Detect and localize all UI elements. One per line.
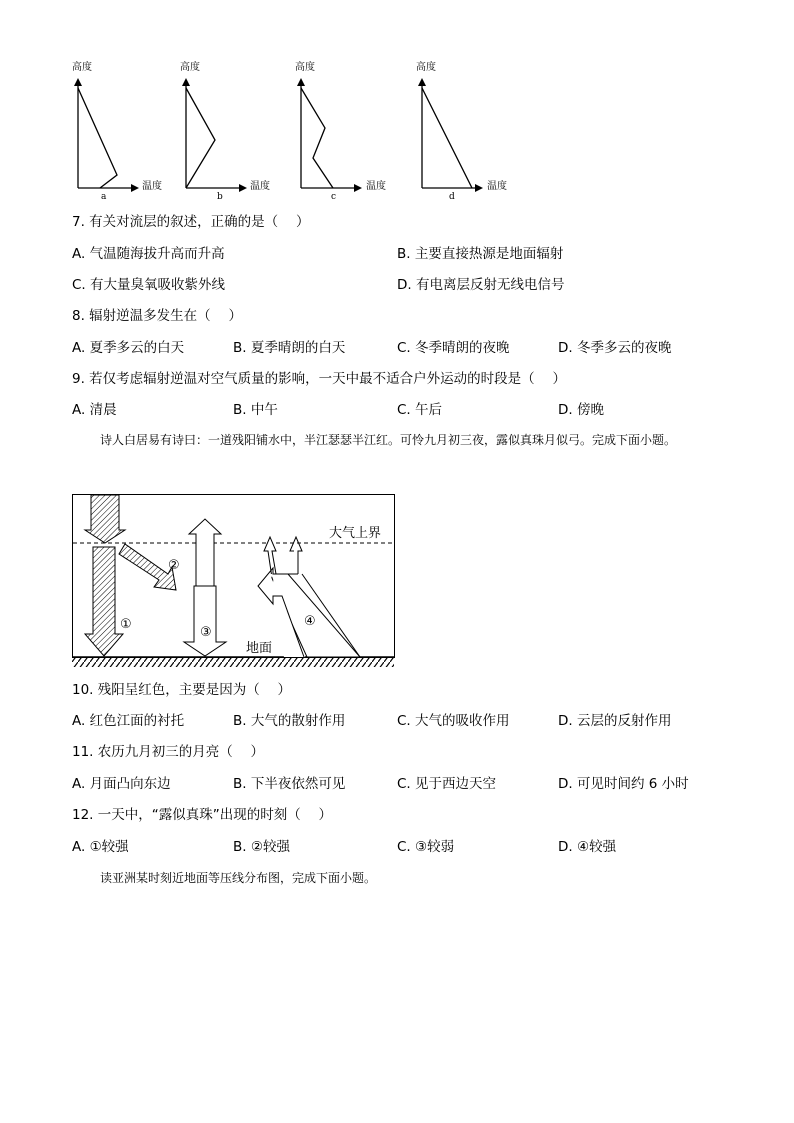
question-7-stem: 7. 有关对流层的叙述，正确的是（ ） — [72, 214, 310, 230]
question-7-option-d[interactable]: D. 有电离层反射无线电信号 — [397, 277, 565, 293]
question-11-stem: 11. 农历九月初三的月亮（ ） — [72, 744, 265, 760]
graph-d — [422, 80, 481, 188]
graph-b-y-label: 高度 — [180, 62, 200, 73]
graph-a — [78, 80, 137, 188]
isobar-passage: 读亚洲某时刻近地面等压线分布图，完成下面小题。 — [100, 871, 377, 885]
question-10-option-b[interactable]: B. 大气的散射作用 — [233, 713, 346, 729]
question-8-stem: 8. 辐射逆温多发生在（ ） — [72, 308, 242, 324]
question-12-option-c[interactable]: C. ③较弱 — [397, 839, 455, 855]
graph-c-y-label: 高度 — [295, 62, 315, 73]
question-12-option-d[interactable]: D. ④较强 — [558, 839, 617, 855]
graph-b-letter: b — [217, 192, 223, 202]
poem-passage: 诗人白居易有诗曰：一道残阳铺水中，半江瑟瑟半江红。可怜九月初三夜，露似真珠月似弓。完成下面小题。 — [100, 433, 677, 447]
question-11-option-b[interactable]: B. 下半夜依然可见 — [233, 776, 346, 792]
question-9-option-d[interactable]: D. 傍晚 — [558, 402, 604, 418]
question-12-option-a[interactable]: A. ①较强 — [72, 839, 129, 855]
question-9-option-a[interactable]: A. 清晨 — [72, 402, 117, 418]
graph-a-y-label: 高度 — [72, 62, 92, 73]
question-9-stem: 9. 若仅考虑辐射逆温对空气质量的影响，一天中最不适合户外运动的时段是（ ） — [72, 371, 566, 387]
marker-1: ① — [120, 617, 132, 632]
marker-3: ③ — [200, 625, 212, 640]
question-11-option-d[interactable]: D. 可见时间约 6 小时 — [558, 776, 689, 792]
graph-a-letter: a — [101, 192, 107, 202]
ground-label: 地面 — [246, 641, 273, 656]
radiation-diagram-svg — [72, 494, 396, 668]
question-9-option-c[interactable]: C. 午后 — [397, 402, 443, 418]
question-9-option-b[interactable]: B. 中午 — [233, 402, 278, 418]
question-10-option-a[interactable]: A. 红色江面的衬托 — [72, 713, 185, 729]
graphs-svg — [0, 0, 794, 210]
question-10-stem: 10. 残阳呈红色，主要是因为（ ） — [72, 682, 292, 698]
graph-a-x-label: 温度 — [142, 181, 162, 192]
question-8-option-b[interactable]: B. 夏季晴朗的白天 — [233, 340, 346, 356]
graph-c-x-label: 温度 — [366, 181, 386, 192]
question-8-option-a[interactable]: A. 夏季多云的白天 — [72, 340, 185, 356]
question-8-option-c[interactable]: C. 冬季晴朗的夜晚 — [397, 340, 510, 356]
graph-c — [301, 80, 360, 188]
graph-d-x-label: 温度 — [487, 181, 507, 192]
question-7-option-b[interactable]: B. 主要直接热源是地面辐射 — [397, 246, 564, 262]
graph-d-y-label: 高度 — [416, 62, 436, 73]
question-11-option-c[interactable]: C. 见于西边天空 — [397, 776, 497, 792]
question-12-option-b[interactable]: B. ②较强 — [233, 839, 290, 855]
question-8-option-d[interactable]: D. 冬季多云的夜晚 — [558, 340, 672, 356]
marker-2: ② — [168, 558, 180, 573]
graph-c-letter: c — [331, 192, 337, 202]
atmosphere-radiation-diagram — [72, 494, 396, 668]
marker-4: ④ — [304, 614, 316, 629]
question-7-option-a[interactable]: A. 气温随海拔升高而升高 — [72, 246, 225, 262]
graph-b-x-label: 温度 — [250, 181, 270, 192]
graph-b — [186, 80, 245, 188]
question-10-option-c[interactable]: C. 大气的吸收作用 — [397, 713, 510, 729]
question-12-stem: 12. 一天中，“露似真珠”出现的时刻（ ） — [72, 807, 333, 823]
graph-d-letter: d — [449, 192, 455, 202]
question-11-option-a[interactable]: A. 月面凸向东边 — [72, 776, 171, 792]
atmosphere-upper-boundary-label: 大气上界 — [329, 526, 382, 541]
question-7-option-c[interactable]: C. 有大量臭氧吸收紫外线 — [72, 277, 226, 293]
question-10-option-d[interactable]: D. 云层的反射作用 — [558, 713, 672, 729]
